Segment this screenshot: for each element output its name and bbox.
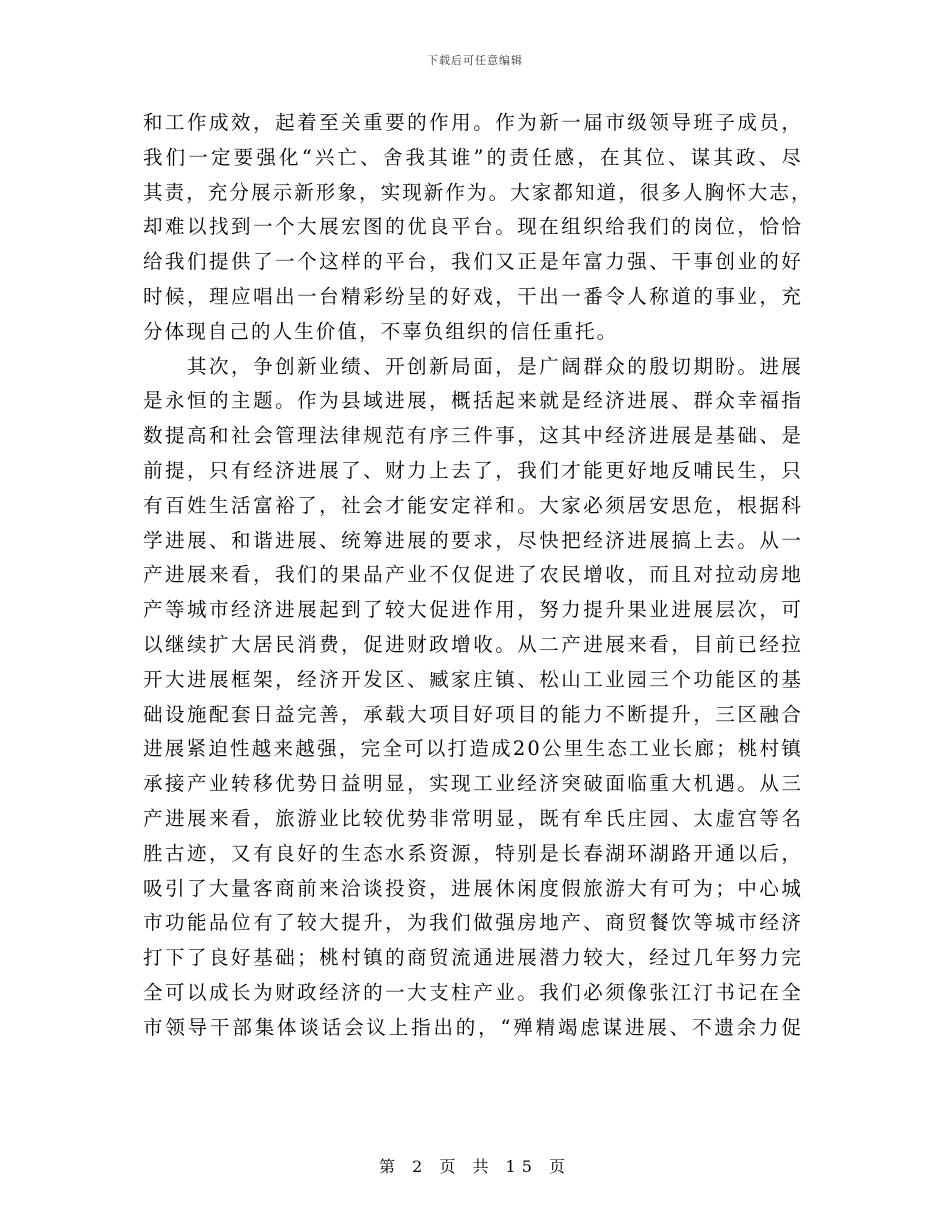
text-line: 分体现自己的人生价值，不辜负组织的信任重托。 [143,319,619,343]
text-line: 我们一定要强化“兴亡、舍我其谁”的责任感，在其位、谋其政、尽 [143,145,803,169]
text-line: 胜古迹，又有良好的生态水系资源，特别是长春湖环湖路开通以后， [143,841,803,865]
text-line: 前提，只有经济进展了、财力上去了，我们才能更好地反哺民生，只 [143,458,803,482]
document-body [143,106,813,1046]
text-line: 打下了良好基础；桃村镇的商贸流通进展潜力较大，经过几年努力完 [143,946,803,970]
page-number-footer: 第 2 页 共 15 页 [379,1157,571,1176]
text-line: 吸引了大量客商前来洽谈投资，进展休闲度假旅游大有可为；中心城 [143,876,803,900]
text-line: 全可以成长为财政经济的一大支柱产业。我们必须像张江汀书记在全 [143,980,803,1004]
text-line: 其责，充分展示新形象，实现新作为。大家都知道，很多人胸怀大志， [143,180,813,204]
text-line: 产进展来看，我们的果品产业不仅促进了农民增收，而且对拉动房地 [143,563,803,587]
text-line: 其次，争创新业绩、开创新局面，是广阔群众的殷切期盼。进展 [143,354,803,378]
page-header-note: 下载后可任意编辑 [427,54,523,67]
text-line: 产进展来看，旅游业比较优势非常明显，既有牟氏庄园、太虚宫等名 [143,806,803,830]
text-line: 市领导干部集体谈话会议上指出的，“殚精竭虑谋进展、不遗余力促 [143,1015,803,1039]
text-line: 有百姓生活富裕了，社会才能安定祥和。大家必须居安思危，根据科 [143,493,803,517]
text-line: 开大进展框架，经济开发区、臧家庄镇、松山工业园三个功能区的基 [143,667,803,691]
text-line: 进展紧迫性越来越强，完全可以打造成20公里生态工业长廊；桃村镇 [143,737,803,761]
text-line: 时候，理应唱出一台精彩纷呈的好戏，干出一番令人称道的事业，充 [143,284,803,308]
text-line: 础设施配套日益完善，承载大项目好项目的能力不断提升，三区融合 [143,702,803,726]
text-line: 承接产业转移优势日益明显，实现工业经济突破面临重大机遇。从三 [143,772,803,796]
text-line: 市功能品位有了较大提升，为我们做强房地产、商贸餐饮等城市经济 [143,911,803,935]
text-line: 学进展、和谐进展、统筹进展的要求，尽快把经济进展搞上去。从一 [143,528,803,552]
text-line: 以继续扩大居民消费，促进财政增收。从二产进展来看，目前已经拉 [143,632,803,656]
text-line: 和工作成效，起着至关重要的作用。作为新一届市级领导班子成员， [143,111,803,134]
text-line: 却难以找到一个大展宏图的优良平台。现在组织给我们的岗位，恰恰 [143,215,803,239]
text-line: 产等城市经济进展起到了较大促进作用，努力提升果业进展层次，可 [143,598,803,622]
text-line: 数提高和社会管理法律规范有序三件事，这其中经济进展是基础、是 [143,424,803,448]
text-line: 是永恒的主题。作为县域进展，概括起来就是经济进展、群众幸福指 [143,389,803,413]
text-line: 给我们提供了一个这样的平台，我们又正是年富力强、干事创业的好 [143,250,803,274]
